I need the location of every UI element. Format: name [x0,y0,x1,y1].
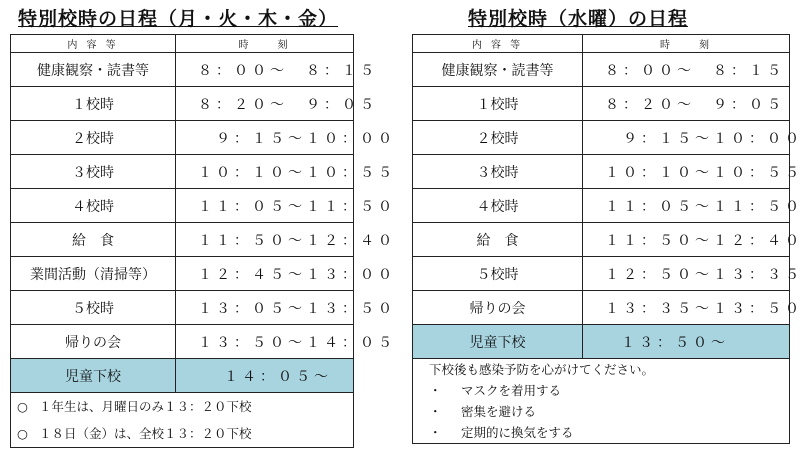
time-cell: １４：０５～ [176,359,354,393]
table-row [11,121,354,155]
time-cell: １０：１０～１０：５５ [176,155,354,189]
bullet-dot-icon: ・ [429,425,442,440]
time-cell: １１：０５～１１：５０ [583,189,790,223]
table-row [413,189,790,223]
activity-cell: ５校時 [11,291,176,325]
notes-lead: 下校後も感染予防を心がけてください。 [429,362,655,377]
activity-cell: 帰りの会 [11,325,176,359]
time-cell: １１：５０～１２：４０ [176,223,354,257]
activity-cell: 給 食 [11,223,176,257]
time-cell: １１：５０～１２：４０ [583,223,790,257]
activity-cell: ３校時 [11,155,176,189]
time-cell: １３：５０～ [583,325,790,359]
activity-cell: １校時 [11,87,176,121]
table-row [11,155,354,189]
time-cell: １２：５０～１３：３５ [583,257,790,291]
time-cell: ８：００～ ８：１５ [176,53,354,87]
note-item [11,393,353,420]
activity-cell: ３校時 [413,155,583,189]
schedule-table [10,34,396,393]
time-cell: １３：３５～１３：５０ [583,291,790,325]
bullet-text: マスクを着用する [461,383,562,398]
activity-cell: 健康観察・読書等 [11,53,176,87]
table-header [11,35,354,53]
schedule-table [412,34,803,359]
table-row [11,291,354,325]
notes-box [10,393,354,448]
header-time: 時 刻 [583,35,790,53]
activity-cell: １校時 [413,87,583,121]
table-row [413,257,790,291]
circle-mark-icon: ○ [17,399,28,414]
time-cell: ９：１５～１０：００ [176,121,354,155]
activity-cell: 健康観察・読書等 [413,53,583,87]
header-activity: 内 容 等 [413,35,583,53]
table-row [11,87,354,121]
activity-cell: 業間活動（清掃等） [11,257,176,291]
time-cell: １０：１０～１０：５５ [583,155,790,189]
table-row [11,53,354,87]
header-activity: 内 容 等 [11,35,176,53]
schedule-panel-wednesday [412,0,803,444]
activity-cell: ２校時 [11,121,176,155]
time-cell: ８：２０～ ９：０５ [176,87,354,121]
table-row [413,155,790,189]
activity-cell: ４校時 [413,189,583,223]
activity-cell: ４校時 [11,189,176,223]
activity-cell: ２校時 [413,121,583,155]
notes-box [412,359,790,444]
table-header [413,35,790,53]
bullet-item [413,380,789,401]
table-row [11,223,354,257]
time-cell: ８：００～ ８：１５ [583,53,790,87]
dismissal-row [413,325,790,359]
activity-cell: 帰りの会 [413,291,583,325]
table-row [11,325,354,359]
activity-cell: 児童下校 [11,359,176,393]
bullet-dot-icon: ・ [429,383,442,398]
bullet-item [413,422,789,443]
activity-cell: ５校時 [413,257,583,291]
bullet-text: 密集を避ける [461,404,537,419]
note-text: １８日（金）は、全校１３：２０下校 [39,426,252,441]
table-row [413,291,790,325]
time-cell: ９：１５～１０：００ [583,121,790,155]
table-row [413,87,790,121]
time-cell: １３：０５～１３：５０ [176,291,354,325]
activity-cell: 給 食 [413,223,583,257]
bullet-text: 定期的に換気をする [461,425,574,440]
time-cell: １１：０５～１１：５０ [176,189,354,223]
time-cell: １３：５０～１４：０５ [176,325,354,359]
dismissal-row [11,359,354,393]
activity-cell: 児童下校 [413,325,583,359]
table-row [413,223,790,257]
time-cell: ８：２０～ ９：０５ [583,87,790,121]
panel-title: 特別校時の日程（月・火・木・金） [18,8,339,30]
time-cell: １２：４５～１３：００ [176,257,354,291]
header-time: 時 刻 [176,35,354,53]
table-row [11,189,354,223]
note-item [11,420,353,447]
schedule-panel-mon-tue-thu-fri [10,0,396,448]
circle-mark-icon: ○ [17,426,28,441]
note-text: １年生は、月曜日のみ１３：２０下校 [39,399,252,414]
bullet-item [413,401,789,422]
table-row [413,121,790,155]
table-row [413,53,790,87]
panel-title: 特別校時（水曜）の日程 [468,8,689,30]
bullet-dot-icon: ・ [429,404,442,419]
table-row [11,257,354,291]
